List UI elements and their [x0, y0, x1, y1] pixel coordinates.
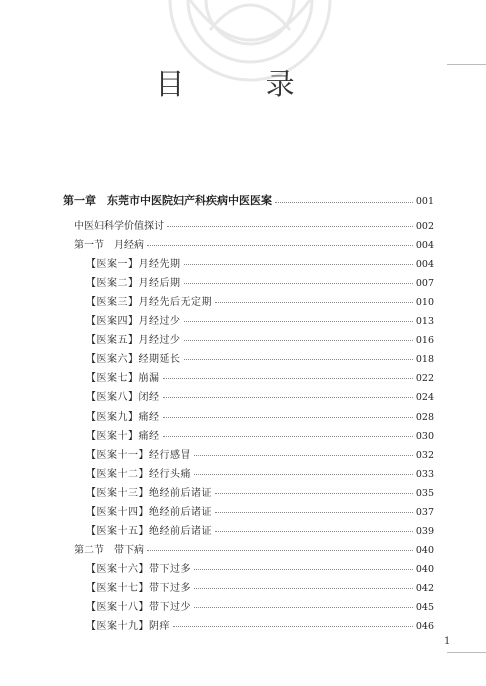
- toc-entry-label: 中医妇科学价值探讨: [74, 221, 164, 232]
- toc-entry-label: 【医案八】闭经: [86, 392, 160, 404]
- toc-case-entry[interactable]: [86, 350, 434, 365]
- toc-leader-dots: [184, 359, 413, 360]
- toc-entry-label: 【医案四】月经过少: [86, 316, 181, 328]
- toc-case-entry[interactable]: [86, 408, 434, 423]
- toc-entry-page: 004: [415, 240, 434, 252]
- toc-leader-dots: [194, 607, 413, 608]
- toc-leader-dots: [194, 588, 413, 589]
- toc-case-entry[interactable]: [86, 598, 434, 613]
- toc-case-entry[interactable]: [86, 579, 434, 594]
- toc-entry-page: 018: [415, 354, 434, 366]
- toc-case-entry[interactable]: [86, 369, 434, 384]
- toc-entry-label: 【医案十二】经行头痛: [86, 468, 191, 480]
- toc-leader-dots: [184, 321, 413, 322]
- toc-leader-dots: [147, 245, 413, 246]
- toc-entry-page: 045: [415, 602, 434, 613]
- toc-case-entry[interactable]: [86, 427, 434, 442]
- toc-entry-page: 013: [415, 316, 434, 328]
- toc-leader-dots: [194, 474, 413, 475]
- toc-entry-page: 010: [415, 297, 434, 309]
- toc-entry-page: 032: [415, 449, 434, 461]
- toc-case-entry[interactable]: [86, 446, 434, 461]
- toc-entry-label: 【医案五】月经过少: [86, 335, 181, 347]
- toc-leader-dots: [184, 264, 413, 265]
- toc-case-entry[interactable]: [86, 255, 434, 270]
- toc-entry-label: 【医案十五】绝经前后诸证: [86, 525, 212, 537]
- toc-leader-dots: [215, 512, 413, 513]
- toc-entry-label: 【医案七】崩漏: [86, 373, 160, 385]
- toc-entry-label: 【医案十四】绝经前后诸证: [86, 506, 212, 518]
- toc-case-entry[interactable]: [86, 617, 434, 632]
- toc-leader-dots: [184, 283, 413, 284]
- toc-entry-label: 【医案十六】带下过多: [86, 563, 191, 575]
- toc-case-entry[interactable]: [86, 312, 434, 327]
- toc-entry-page: 016: [415, 335, 434, 347]
- toc-section-entry[interactable]: [74, 541, 434, 556]
- bottom-right-rule: [447, 652, 486, 653]
- toc-entry-page: 046: [415, 621, 434, 633]
- toc-leader-dots: [184, 340, 413, 341]
- toc-entry-label: 【医案十九】阴痒: [86, 621, 170, 633]
- toc-entry-label: 【医案十七】带下过多: [86, 582, 191, 594]
- toc-chapter-label: 第一章 东莞市中医院妇产科疾病中医医案: [63, 194, 272, 207]
- toc-leader-dots: [173, 626, 413, 627]
- toc-case-entry[interactable]: [86, 388, 434, 403]
- toc-entry-page: 042: [415, 582, 434, 594]
- toc-entry-label: 【医案一】月经先期: [86, 259, 181, 271]
- toc-entry-label: 【医案六】经期延长: [86, 354, 181, 366]
- toc-case-entry[interactable]: [86, 560, 434, 575]
- toc-leader-dots: [215, 493, 413, 494]
- toc-leader-dots: [215, 531, 413, 532]
- toc-entry-page: 024: [415, 392, 434, 404]
- toc-case-entry[interactable]: [86, 293, 434, 308]
- toc-entry-label: 【医案十八】带下过少: [86, 602, 191, 613]
- toc-case-entry[interactable]: [86, 465, 434, 480]
- toc-entry-page: 040: [415, 544, 434, 556]
- toc-entry-label: 【医案十】痛经: [86, 430, 160, 442]
- toc-entry-page: 004: [415, 259, 434, 271]
- toc-entry-page: 033: [415, 468, 434, 480]
- toc-entry-label: 【医案三】月经先后无定期: [86, 297, 212, 309]
- toc-entry-page: 037: [415, 506, 434, 518]
- toc-leader-dots: [147, 550, 413, 551]
- toc-entry-label: 【医案十三】绝经前后诸证: [86, 487, 212, 499]
- toc-case-entry[interactable]: [86, 331, 434, 346]
- toc-entry-page: 035: [415, 487, 434, 499]
- page-title: 目 录: [155, 67, 331, 101]
- toc-entry-label: 第二节 带下病: [74, 544, 144, 556]
- toc-entry-label: 【医案十一】经行感冒: [86, 449, 191, 461]
- toc-case-entry[interactable]: [86, 484, 434, 499]
- toc-section-entry[interactable]: [74, 217, 434, 232]
- toc-leader-dots: [215, 302, 413, 303]
- page-number: 1: [444, 636, 451, 647]
- toc-leader-dots: [275, 202, 413, 203]
- toc-leader-dots: [167, 226, 413, 227]
- toc-case-entry[interactable]: [86, 503, 434, 518]
- toc-entry-page: 022: [415, 373, 434, 385]
- toc-entry-page: 002: [415, 221, 434, 232]
- toc-entry-label: 【医案九】痛经: [86, 411, 160, 423]
- toc-entry-page: 040: [415, 563, 434, 575]
- toc-entry-label: 第一节 月经病: [74, 240, 144, 252]
- toc-entry-page: 028: [415, 411, 434, 423]
- toc-leader-dots: [194, 455, 413, 456]
- toc-leader-dots: [194, 569, 413, 570]
- toc-chapter-page: 001: [415, 196, 434, 207]
- toc-leader-dots: [163, 436, 413, 437]
- toc-leader-dots: [163, 417, 413, 418]
- toc-case-entry[interactable]: [86, 522, 434, 537]
- toc-entry-page: 039: [415, 525, 434, 537]
- toc-entry-page: 007: [415, 278, 434, 290]
- toc-case-entry[interactable]: [86, 274, 434, 289]
- toc-leader-dots: [163, 378, 413, 379]
- toc-chapter-entry[interactable]: [63, 192, 434, 208]
- toc-leader-dots: [163, 397, 413, 398]
- toc-entry-page: 030: [415, 430, 434, 442]
- toc-entry-label: 【医案二】月经后期: [86, 278, 181, 290]
- toc-section-entry[interactable]: [74, 236, 434, 251]
